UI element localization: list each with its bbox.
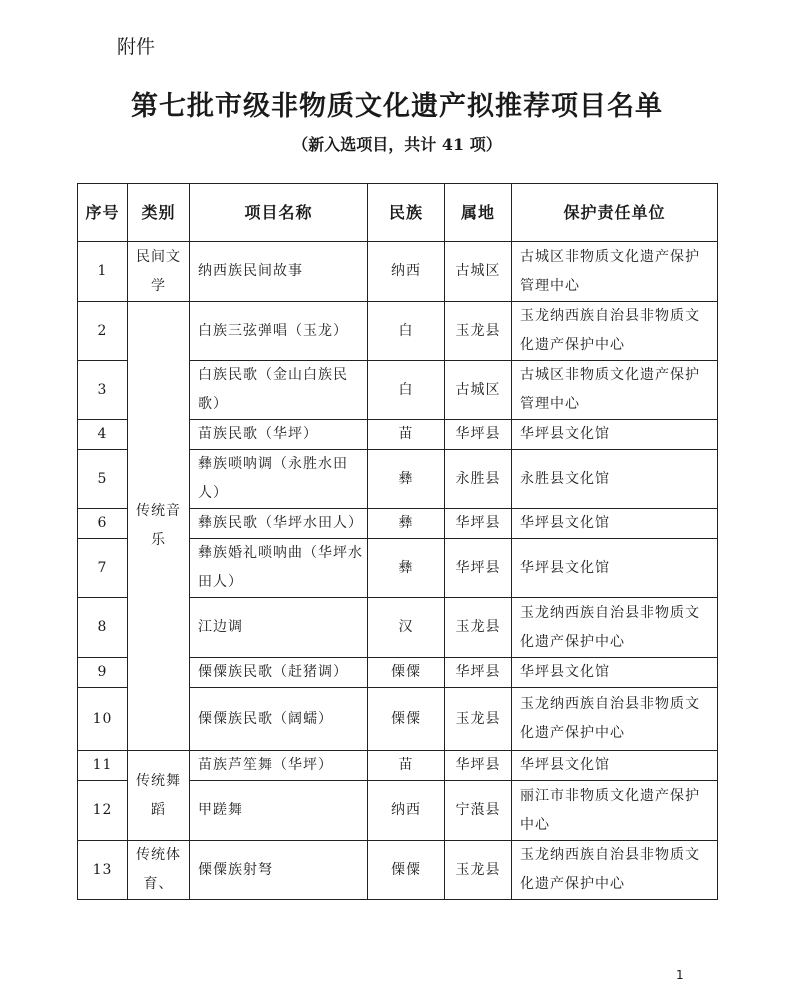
page-number: 1: [676, 968, 684, 982]
table-header-row: [78, 184, 718, 242]
cell-unit: 华坪县文化馆: [512, 751, 718, 781]
cell-seq: 7: [78, 539, 128, 598]
cell-unit: 华坪县文化馆: [512, 539, 718, 598]
cell-ethnicity: 傈僳: [368, 841, 445, 900]
cell-location: 宁蒗县: [445, 781, 512, 841]
cell-unit: 永胜县文化馆: [512, 450, 718, 509]
cell-ethnicity: 纳西: [368, 781, 445, 841]
cell-location: 玉龙县: [445, 688, 512, 751]
cell-category: 民间文学: [128, 242, 190, 302]
cell-location: 古城区: [445, 242, 512, 302]
cell-category: 传统音乐: [128, 302, 190, 751]
cell-name: 苗族芦笙舞（华坪）: [190, 751, 368, 781]
cell-seq: 5: [78, 450, 128, 509]
header-seq: 序号: [78, 184, 128, 242]
cell-seq: 1: [78, 242, 128, 302]
cell-seq: 8: [78, 598, 128, 658]
cell-ethnicity: 汉: [368, 598, 445, 658]
document-subtitle: （新入选项目，共计 41 项）: [292, 135, 502, 154]
cell-ethnicity: 苗: [368, 420, 445, 450]
cell-seq: 2: [78, 302, 128, 361]
header-location: 属地: [445, 184, 512, 242]
cell-ethnicity: 傈僳: [368, 688, 445, 751]
table-row: [78, 242, 718, 302]
cell-location: 古城区: [445, 361, 512, 420]
cell-category: 传统舞蹈: [128, 751, 190, 841]
cell-seq: 6: [78, 509, 128, 539]
header-ethnicity: 民族: [368, 184, 445, 242]
cell-ethnicity: 纳西: [368, 242, 445, 302]
cell-category: 传统体育、: [128, 841, 190, 900]
cell-seq: 9: [78, 658, 128, 688]
cell-unit: 玉龙纳西族自治县非物质文化遗产保护中心: [512, 302, 718, 361]
document-title: 第七批市级非物质文化遗产拟推荐项目名单: [131, 91, 663, 122]
cell-seq: 10: [78, 688, 128, 751]
cell-seq: 11: [78, 751, 128, 781]
cell-ethnicity: 彝: [368, 509, 445, 539]
header-category: 类别: [128, 184, 190, 242]
cell-unit: 古城区非物质文化遗产保护管理中心: [512, 361, 718, 420]
cell-location: 华坪县: [445, 539, 512, 598]
cell-seq: 3: [78, 361, 128, 420]
cell-ethnicity: 白: [368, 302, 445, 361]
cell-name: 苗族民歌（华坪）: [190, 420, 368, 450]
cell-seq: 12: [78, 781, 128, 841]
cell-name: 纳西族民间故事: [190, 242, 368, 302]
attachment-label: 附件: [117, 36, 156, 58]
cell-location: 玉龙县: [445, 302, 512, 361]
cell-unit: 玉龙纳西族自治县非物质文化遗产保护中心: [512, 688, 718, 751]
cell-unit: 玉龙纳西族自治县非物质文化遗产保护中心: [512, 841, 718, 900]
cell-unit: 华坪县文化馆: [512, 509, 718, 539]
cell-ethnicity: 白: [368, 361, 445, 420]
cell-location: 华坪县: [445, 658, 512, 688]
cell-name: 彝族民歌（华坪水田人）: [190, 509, 368, 539]
header-name: 项目名称: [190, 184, 368, 242]
cell-location: 华坪县: [445, 509, 512, 539]
project-table: [77, 183, 718, 900]
cell-location: 华坪县: [445, 420, 512, 450]
table-row: [78, 302, 718, 361]
cell-seq: 13: [78, 841, 128, 900]
cell-ethnicity: 苗: [368, 751, 445, 781]
cell-name: 傈僳族民歌（阔蠕）: [190, 688, 368, 751]
cell-name: 彝族婚礼唢呐曲（华坪水田人）: [190, 539, 368, 598]
cell-location: 华坪县: [445, 751, 512, 781]
cell-unit: 古城区非物质文化遗产保护管理中心: [512, 242, 718, 302]
cell-name: 傈僳族民歌（赶猪调）: [190, 658, 368, 688]
cell-unit: 丽江市非物质文化遗产保护中心: [512, 781, 718, 841]
cell-name: 白族民歌（金山白族民歌）: [190, 361, 368, 420]
cell-location: 玉龙县: [445, 841, 512, 900]
cell-name: 甲蹉舞: [190, 781, 368, 841]
cell-name: 傈僳族射弩: [190, 841, 368, 900]
table-row: [78, 751, 718, 781]
cell-name: 彝族唢呐调（永胜水田人）: [190, 450, 368, 509]
cell-location: 玉龙县: [445, 598, 512, 658]
cell-unit: 华坪县文化馆: [512, 420, 718, 450]
cell-ethnicity: 傈僳: [368, 658, 445, 688]
cell-unit: 华坪县文化馆: [512, 658, 718, 688]
header-unit: 保护责任单位: [512, 184, 718, 242]
cell-location: 永胜县: [445, 450, 512, 509]
cell-name: 白族三弦弹唱（玉龙）: [190, 302, 368, 361]
cell-ethnicity: 彝: [368, 539, 445, 598]
cell-name: 江边调: [190, 598, 368, 658]
table-row: [78, 841, 718, 900]
cell-ethnicity: 彝: [368, 450, 445, 509]
cell-unit: 玉龙纳西族自治县非物质文化遗产保护中心: [512, 598, 718, 658]
cell-seq: 4: [78, 420, 128, 450]
